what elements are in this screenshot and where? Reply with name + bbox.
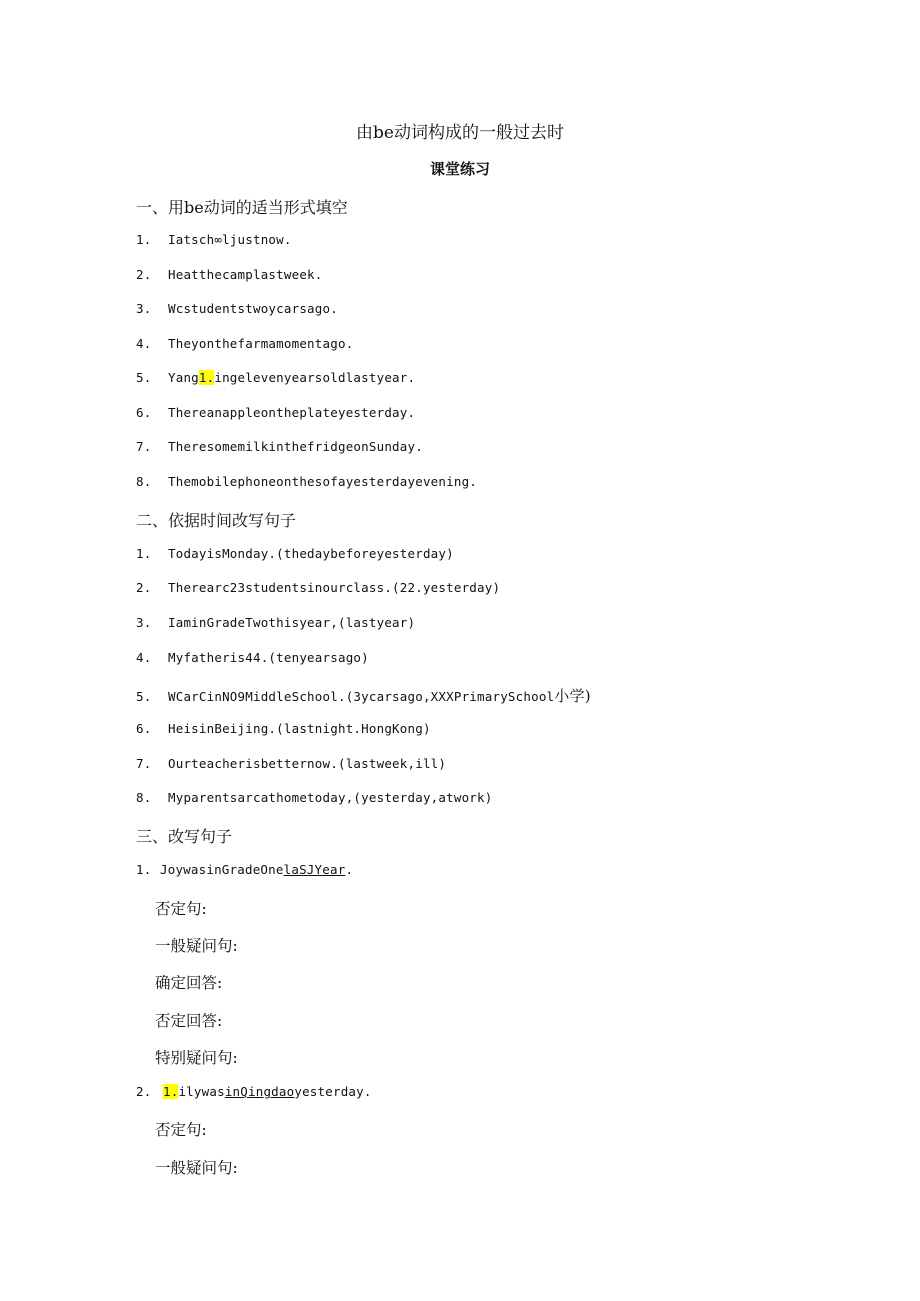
answer-label: 否定句:	[155, 1121, 207, 1139]
answer-label: 特别疑问句:	[155, 1049, 238, 1067]
answer-label: 一般疑问句:	[155, 937, 238, 955]
answer-label: 一般疑问句:	[155, 1159, 238, 1177]
list-item: 5. Yang1.ingelevenyearsoldlastyear.	[136, 370, 416, 385]
list-item: 6. Thereanappleontheplateyesterday.	[136, 405, 416, 420]
answer-label: 否定句:	[155, 900, 207, 918]
question-1: 1. JoywasinGradeOnelaSJYear.	[136, 862, 354, 877]
underlined-phrase: laSJYear	[283, 862, 346, 877]
list-item: 7. Ourteacherisbetternow.(lastweek,ill)	[136, 756, 447, 771]
highlight-mark: 1.	[198, 370, 215, 385]
list-item: 2. Therearc23studentsinourclass.(22.yesterday)	[136, 580, 501, 595]
list-item: 5. WCarCinNO9MiddleSchool.(3ycarsago,XXXPrimarySchool小学)	[136, 687, 591, 705]
list-item: 4. Theyonthefarmamomentago.	[136, 336, 354, 351]
list-item: 7. TheresomemilkinthefridgeonSunday.	[136, 439, 423, 454]
list-item: 4. Myfatheris44.(tenyearsago)	[136, 650, 369, 665]
highlight-mark: 1.	[163, 1084, 179, 1099]
page-subtitle: 课堂练习	[429, 160, 490, 178]
list-item: 8. Myparentsarcathometoday,(yesterday,atwork)	[136, 790, 493, 805]
answer-label: 确定回答:	[155, 974, 223, 992]
section-3-heading: 三、改写句子	[136, 827, 233, 846]
list-item: 2. Heatthecamplastweek.	[136, 267, 323, 282]
list-item: 1. Iatsch∞ljustnow.	[136, 232, 292, 247]
list-item: 3. IaminGradeTwothisyear,(lastyear)	[136, 615, 416, 630]
list-item: 8. Themobilephoneonthesofayesterdayevening.	[136, 474, 478, 489]
list-item: 1. TodayisMonday.(thedaybeforeyesterday)	[136, 546, 454, 561]
list-item: 3. Wcstudentstwoycarsago.	[136, 301, 338, 316]
answer-label: 否定回答:	[155, 1012, 223, 1030]
list-item: 6. HeisinBeijing.(lastnight.HongKong)	[136, 721, 431, 736]
question-2: 2. 1.ilywasinQingdaoyesterday.	[136, 1084, 372, 1099]
section-2-heading: 二、依据时间改写句子	[136, 511, 297, 530]
section-1-heading: 一、用be动词的适当形式填空	[136, 198, 348, 217]
underlined-phrase: inQingdao	[224, 1084, 295, 1099]
page-title: 由be动词构成的一般过去时	[356, 123, 564, 143]
